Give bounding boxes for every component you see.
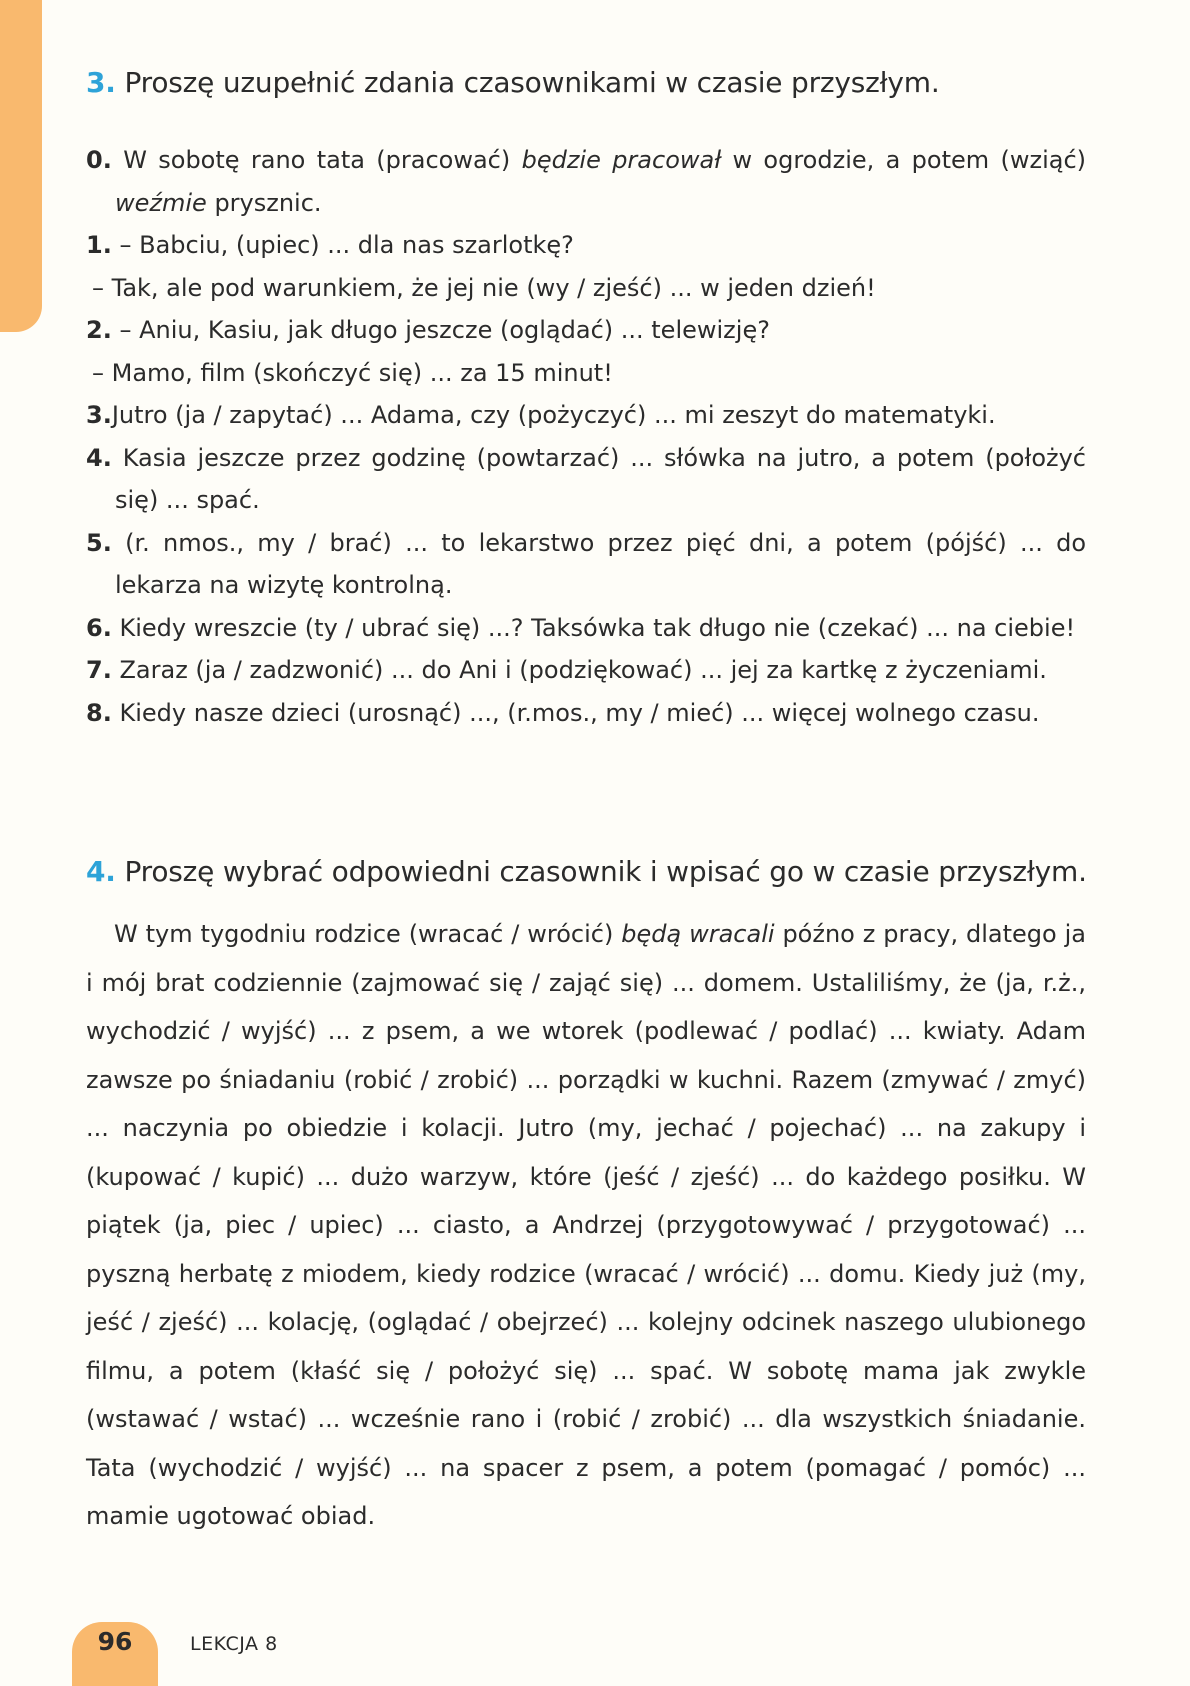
- item-text: – Tak, ale pod warunkiem, że jej nie (wy / zjeść) ... w jeden dzień!: [92, 273, 876, 302]
- exercise-4-number: 4.: [86, 855, 116, 888]
- list-item: [86, 649, 1086, 692]
- example-answer: weźmie: [115, 188, 207, 217]
- item-text: w ogrodzie, a potem (wziąć): [721, 146, 1087, 174]
- exercise-3-instruction: Proszę uzupełnić zdania czasownikami w czasie przyszłym.: [124, 66, 940, 99]
- item-number: 6.: [86, 613, 112, 642]
- page-number: 96: [97, 1627, 133, 1656]
- item-text: Jutro (ja / zapytać) ... Adama, czy (pożyczyć) ... mi zeszyt do matematyki.: [111, 401, 996, 429]
- exercise-4-instruction: Proszę wybrać odpowiedni czasownik i wpisać go w czasie przyszłym.: [124, 855, 1087, 888]
- exercise-3-list: [86, 139, 1086, 734]
- item-number: 4.: [86, 443, 112, 472]
- paragraph-text: późno z pracy, dlatego ja i mój brat codziennie (zajmować się / zająć się) ... domem. Ustaliliśmy, że (ja, r.ż., wychodzić / wyjść) ... z psem, a we wtorek (podlewać / podlać) ... kwiaty. Adam zawsze po śniadaniu (robić / zrobić) ... porządki w kuchni. Razem (zmywać / zmyć) ... naczynia po obiedzie i kolacji. Jutro (my, jechać / pojechać) ... na zakupy i (kupować / kupić) ... dużo warzyw, które (jeść / zjeść) ... do każdego posiłku. W piątek (ja, piec / upiec) ... ciasto, a Andrzej (przygotowywać / przygotować) ... pyszną herbatę z miodem, kiedy rodzice (wracać / wrócić) ... domu. Kiedy już (my, jeść / zjeść) ... kolację, (oglądać / obejrzeć) ... kolejny odcinek naszego ulubionego filmu, a potem (kłaść się / położyć się) ... spać. W sobotę mama jak zwykle (wstawać / wstać) ... wcześnie rano i (robić / zrobić) ... dla wszystkich śniadanie. Tata (wychodzić / wyjść) ... na spacer z psem, a potem (pomagać / pomóc) ... mamie ugotować obiad.: [86, 920, 1086, 1530]
- lesson-label: LEKCJA 8: [190, 1633, 278, 1655]
- item-text: prysznic.: [206, 188, 322, 217]
- exercise-3-title: [86, 66, 940, 99]
- list-item: [86, 692, 1086, 735]
- item-text: Zaraz (ja / zadzwonić) ... do Ani i (podziękować) ... jej za kartkę z życzeniami.: [119, 656, 1047, 684]
- item-number: 2.: [86, 316, 112, 344]
- item-text: Kiedy nasze dzieci (urosnąć) ..., (r.mos., my / mieć) ... więcej wolnego czasu.: [119, 698, 1040, 727]
- item-number: 5.: [86, 528, 112, 557]
- item-text: – Mamo, film (skończyć się) ... za 15 minut!: [92, 358, 613, 387]
- item-number: 0.: [86, 146, 112, 174]
- item-text: Kiedy wreszcie (ty / ubrać się) ...? Taksówka tak długo nie (czekać) ... na ciebie!: [119, 613, 1076, 642]
- list-item: [86, 437, 1086, 522]
- exercise-3-number: 3.: [86, 66, 116, 99]
- item-text: (r. nmos., my / brać) ... to lekarstwo przez pięć dni, a potem (pójść) ... do lekarza na wizytę kontrolną.: [115, 528, 1086, 599]
- item-number: 1.: [86, 231, 112, 259]
- list-item: [86, 139, 1086, 224]
- list-item: [86, 267, 1086, 310]
- list-item: [86, 352, 1086, 395]
- item-text: W sobotę rano tata (pracować): [123, 146, 522, 174]
- exercise-4-paragraph: [86, 910, 1086, 1541]
- side-tab-decoration: [0, 0, 42, 332]
- item-number: 7.: [86, 656, 112, 684]
- exercise-4-title: [86, 855, 1087, 888]
- list-item: [86, 522, 1086, 607]
- example-answer: będą wracali: [621, 920, 775, 948]
- item-number: 8.: [86, 698, 112, 727]
- list-item: [86, 394, 1086, 437]
- item-text: – Aniu, Kasiu, jak długo jeszcze (oglądać) ... telewizję?: [119, 316, 770, 344]
- paragraph-text: W tym tygodniu rodzice (wracać / wrócić): [114, 920, 622, 948]
- list-item: [86, 309, 1086, 352]
- example-answer: będzie pracował: [521, 146, 722, 174]
- item-number: 3.: [86, 401, 112, 429]
- list-item: [86, 224, 1086, 267]
- item-text: Kasia jeszcze przez godzinę (powtarzać) ... słówka na jutro, a potem (położyć się) ... spać.: [115, 443, 1086, 514]
- list-item: [86, 607, 1086, 650]
- item-text: – Babciu, (upiec) ... dla nas szarlotkę?: [119, 231, 574, 259]
